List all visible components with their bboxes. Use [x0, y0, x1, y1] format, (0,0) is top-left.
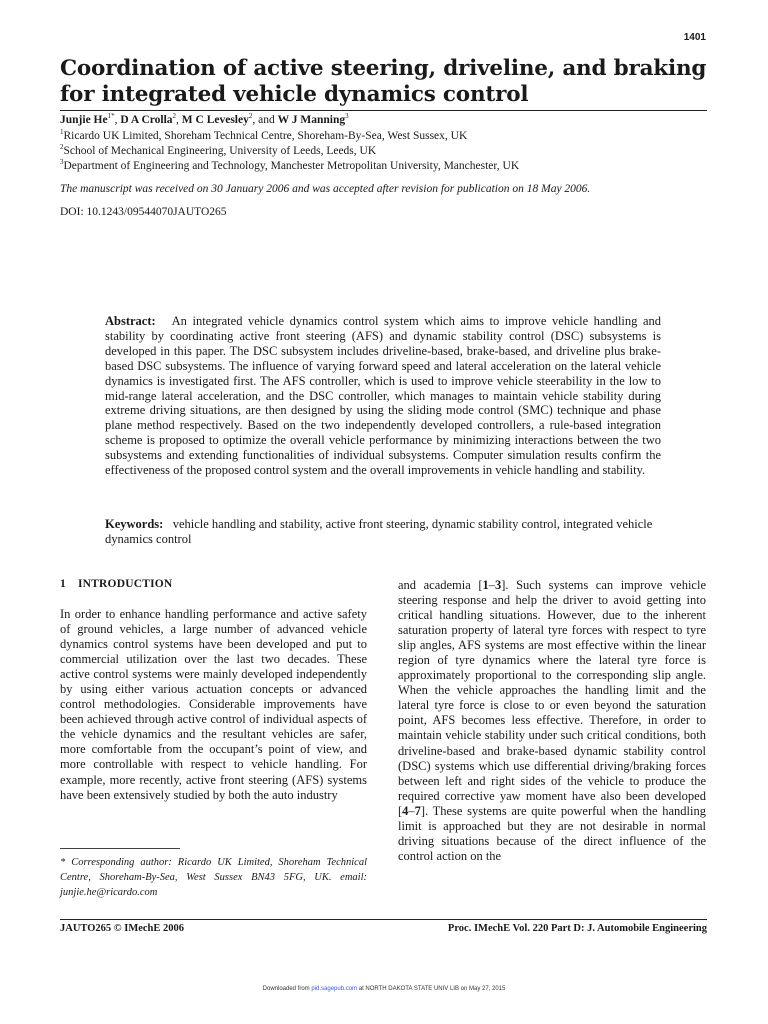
abstract-label: Abstract: — [105, 314, 156, 328]
download-link[interactable]: pid.sagepub.com — [311, 986, 358, 992]
download-pre: Downloaded from — [262, 986, 312, 992]
keywords — [105, 517, 661, 547]
body-paragraph-right — [398, 578, 706, 864]
received-note: The manuscript was received on 30 January 2006 and was accepted after revision for publication on 18 May 2006. — [60, 183, 591, 195]
body-text: – — [488, 578, 496, 592]
doi: DOI: 10.1243/09544070JAUTO265 — [60, 206, 227, 218]
footer-journal-title: Proc. IMechE Vol. 220 Part D: J. Automobile Engineering — [447, 923, 707, 934]
author-sup: 2 — [172, 112, 177, 121]
author-sup: 3 — [345, 112, 349, 121]
author-name: D A Crolla — [120, 114, 173, 126]
author-list — [60, 114, 349, 126]
affiliation — [60, 130, 467, 142]
author-sep: , — [176, 114, 182, 126]
abstract-text: An integrated vehicle dynamics control system which aims to improve vehicle handling and stability by coordinating active front steering (AFS) and dynamic stability control (DSC) subsystems is developed in this paper. The DSC subsystem includes driveline-based, brake-based, and driveline plus brake-based DSC subsystems. The influence of varying forward speed and lateral acceleration on the lateral vehicle dynamics is investigated first. The AFS controller, which is used to improve vehicle steerability in the low to mid-range lateral acceleration, and the DSC controller, which manages to maintain vehicle stability during extreme driving situations, are then designed by using the sliding mode control (SMC) technique and phase plane method respectively. Based on the two independently developed controllers, a rule-based integration scheme is proposed to optimize the overall vehicle performance by minimizing interactions between the two subsystems and extending functionalities of individual subsystems. Computer simulation results confirm the effectiveness of the proposed control system and the overall improvements in vehicle handling and stability. — [105, 314, 661, 478]
author-sep: , — [114, 114, 121, 126]
citation: 1 — [482, 578, 489, 592]
author-name: Junjie He — [60, 114, 108, 126]
keywords-text: vehicle handling and stability, active front steering, dynamic stability control, integrated vehicle dynamics control — [105, 517, 653, 546]
section-title: INTRODUCTION — [78, 578, 173, 590]
footnote-rule — [60, 848, 180, 849]
title-rule — [60, 110, 707, 111]
affiliation-sup: 2 — [60, 143, 64, 152]
affiliation-text: School of Mechanical Engineering, University of Leeds, Leeds, UK — [63, 145, 377, 157]
affiliation — [60, 160, 519, 172]
download-post: at NORTH DAKOTA STATE UNIV LIB on May 27, 2015 — [357, 986, 506, 992]
abstract — [105, 314, 661, 478]
author-sep: , and — [252, 114, 278, 126]
affiliation-sup: 1 — [60, 128, 64, 137]
body-text: – — [408, 803, 415, 818]
author-name: W J Manning — [277, 114, 346, 126]
body-paragraph-left: In order to enhance handling performance and active safety of ground vehicles, a large number of advanced vehicle dynamics control systems have been developed and put to commercial utilization over the last two decades. These active control systems were mainly developed independently by using either various actuation concepts or advanced control methodologies. Considerable improvements have been achieved through active control of individual aspects of the vehicle dynamics and the resultant vehicles are safer, more comfortable from the occupant’s point of view, and more controllable with respect to vehicle handling. For example, more recently, active front steering (AFS) systems have been extensively studied by both the auto industry — [60, 607, 367, 802]
citation: 3 — [495, 578, 502, 592]
footer-journal-id: JAUTO265 © IMechE 2006 — [60, 923, 185, 934]
affiliation — [60, 145, 376, 157]
download-notice — [0, 986, 768, 992]
corresponding-author-footnote: * Corresponding author: Ricardo UK Limited, Shoreham Technical Centre, Shoreham-By-Sea, West Sussex BN43 5FG, UK. email: junjie.he@ricardo.com — [60, 857, 367, 898]
paper-title: Coordination of active steering, driveline, and braking for integrated vehicle dynamics control — [60, 56, 707, 107]
keywords-label: Keywords: — [105, 517, 164, 531]
body-text: ]. These systems are quite powerful when the handling limit is approached but they are not desirable in normal driving situations because of the direct influence of the control action on the — [398, 803, 706, 863]
affiliation-sup: 3 — [60, 158, 64, 167]
body-text: and academia [ — [398, 578, 483, 592]
citation: 4 — [402, 803, 409, 818]
affiliation-text: Department of Engineering and Technology, Manchester Metropolitan University, Manchester, UK — [63, 160, 520, 172]
page-number: 1401 — [683, 32, 706, 43]
affiliation-text: Ricardo UK Limited, Shoreham Technical Centre, Shoreham-By-Sea, West Sussex, UK — [63, 130, 468, 142]
section-heading — [60, 578, 172, 590]
footer-rule — [60, 919, 707, 920]
body-text: ]. Such systems can improve vehicle steering response and help the driver to avoid getting into critical handling situations. However, due to the inherent saturation property of lateral tyre forces with respect to tyre slip angles, AFS systems are most effective within the linear region of tyre dynamics where the lateral tyre force is approximately proportional to the corresponding slip angle. When the vehicle approaches the handling limit and the lateral tyre force is close to or even beyond the saturation point, AFS becomes less effective. Therefore, in order to maintain vehicle stability under such critical conditions, both driveline-based and brake-based dynamic stability control (DSC) systems which use differential driving/braking forces between left and right sides of the vehicle to produce the required corrective yaw moment have also been developed [ — [398, 578, 707, 818]
author-sup: 2 — [248, 112, 253, 121]
author-name: M C Levesley — [181, 114, 249, 126]
citation: 7 — [414, 803, 421, 818]
author-sup: 1* — [107, 112, 115, 121]
section-number: 1 — [60, 578, 66, 590]
